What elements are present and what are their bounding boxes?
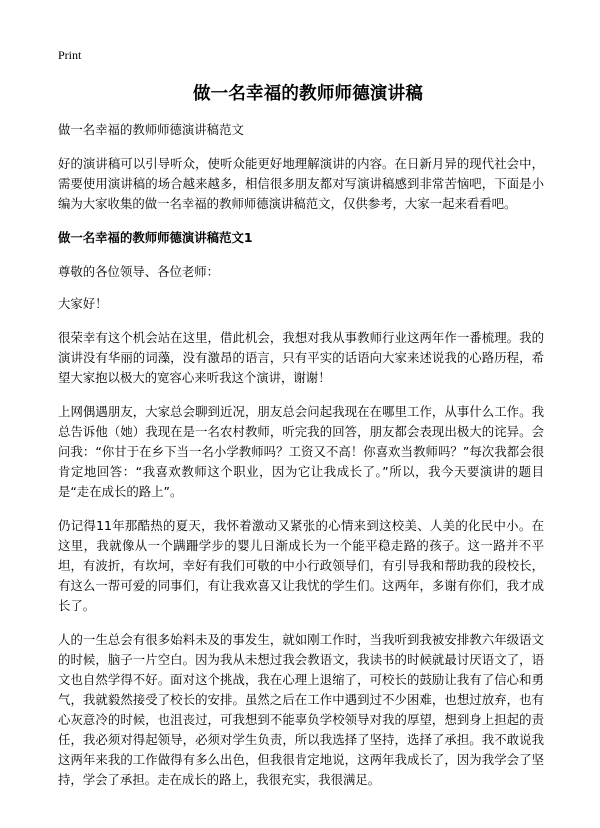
- document-title: 做一名幸福的教师师德演讲稿: [192, 84, 424, 104]
- greeting: 尊敬的各位领导、各位老师：: [58, 264, 220, 279]
- intro-paragraph: 好的演讲稿可以引导听众，使听众能更好地理解演讲的内容。在日新月异的现代社会中，需要使用演讲稿的场合越来越多，相信很多朋友都对写演讲稿感到非常苦恼吧，下面是小编为大家收集的做一名幸福的教师师德演讲稿范文，仅供参考，大家一起来看看吧。: [58, 156, 544, 211]
- print-link[interactable]: Print: [58, 48, 82, 62]
- section-heading: 做一名幸福的教师师德演讲稿范文1: [58, 230, 253, 245]
- hello: 大家好！: [58, 296, 108, 311]
- body-paragraph: 上网偶遇朋友，大家总会聊到近况，朋友总会问起我现在在哪里工作，从事什么工作。我总告诉他（她）我现在是一名农村教师，听完我的回答，朋友都会表现出极大的诧异。会问我：“你甘于在乡下当一名小学教师吗？工资又不高！你喜欢当教师吗？”每次我都会很肯定地回答：“我喜欢教师这个职业，因为它让我成长了。”所以，我今天要演讲的题目是“走在成长的路上”。: [58, 404, 544, 499]
- subtitle: 做一名幸福的教师师德演讲稿范文: [58, 122, 244, 137]
- body-paragraph: 仍记得11年那酷热的夏天，我怀着激动又紧张的心情来到这校美、人美的化民中小。在这里，我就像从一个蹒跚学步的婴儿日渐成长为一个能平稳走路的孩子。这一路并不平坦，有波折，有坎坷，幸好有我们可敬的中小行政领导们，有引导我和帮助我的段校长，有这么一帮可爱的同事们，有让我欢喜又让我忧的学生们。这两年，多谢有你们，我才成长了。: [58, 518, 544, 613]
- document-body: [58, 120, 544, 804]
- body-paragraph: 很荣幸有这个机会站在这里，借此机会，我想对我从事教师行业这两年作一番梳理。我的演讲没有华丽的词藻，没有激昂的语言，只有平实的话语向大家来述说我的心路历程，希望大家抱以极大的宽容心来听我这个演讲，谢谢！: [58, 330, 544, 385]
- body-paragraph: 人的一生总会有很多始料未及的事发生，就如刚工作时，当我听到我被安排教六年级语文的时候，脑子一片空白。因为我从未想过我会教语文，我读书的时候就最讨厌语文了，语文也自然学得不好。面对这个挑战，我在心理上退缩了，可校长的鼓励让我有了信心和勇气，我就毅然接受了校长的安排。虽然之后在工作中遇到过不少困难，也想过放弃，也有心灰意冷的时候，也沮丧过，可我想到不能辜负学校领导对我的厚望，想到身上担起的责任，我必须对得起领导，必须对学生负责，所以我选择了坚持，选择了承担。我不敢说我这两年来我的工作做得有多么出色，但我很肯定地说，这两年我成长了，因为我学会了坚持，学会了承担。走在成长的路上，我很充实，我很满足。: [58, 632, 544, 787]
